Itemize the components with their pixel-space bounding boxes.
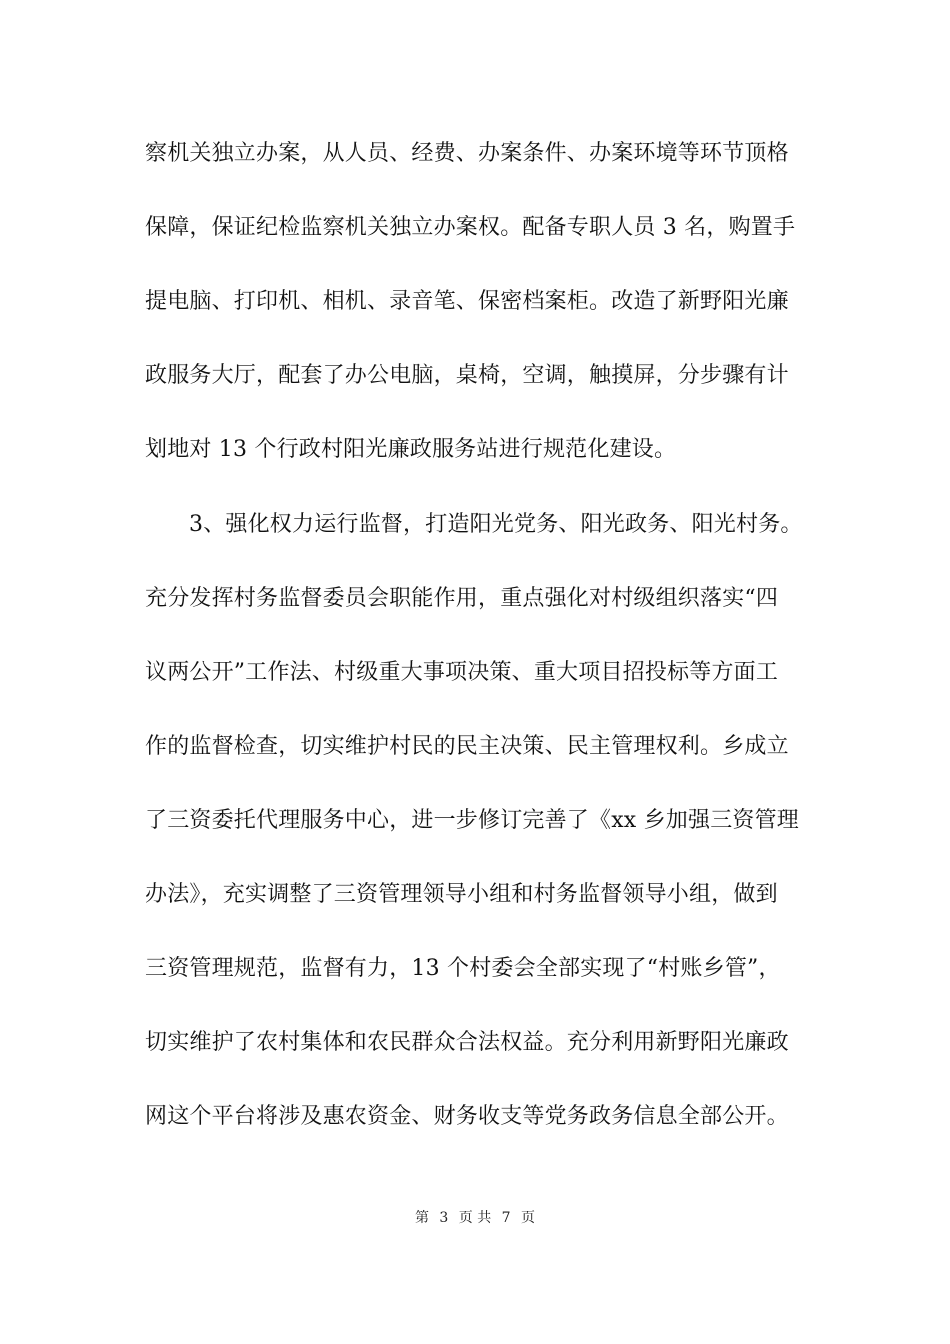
page-footer [0, 1208, 950, 1228]
footer-prefix: 第 [414, 1210, 429, 1226]
footer-current-page: 3 [439, 1210, 449, 1226]
paragraph-line: 察机关独立办案，从人员、经费、办案条件、办案环境等环节顶格 [145, 141, 789, 166]
paragraph-line: 切实维护了农村集体和农民群众合法权益。充分利用新野阳光廉政 [145, 1030, 789, 1055]
paragraph-line: 政服务大厅，配套了办公电脑，桌椅，空调，触摸屏，分步骤有计 [145, 363, 789, 388]
section-heading-line: 3、强化权力运行监督，打造阳光党务、阳光政务、阳光村务。 [189, 512, 803, 537]
paragraph-line: 了三资委托代理服务中心，进一步修订完善了《xx 乡加强三资管理 [145, 808, 800, 833]
footer-middle: 页 共 [458, 1210, 492, 1226]
paragraph-line: 办法》，充实调整了三资管理领导小组和村务监督领导小组，做到 [145, 882, 778, 907]
paragraph-line: 作的监督检查，切实维护村民的民主决策、民主管理权利。乡成立 [145, 734, 789, 759]
footer-total-pages: 7 [501, 1210, 511, 1226]
footer-suffix: 页 [521, 1210, 536, 1226]
paragraph-line: 保障，保证纪检监察机关独立办案权。配备专职人员 3 名，购置手 [145, 215, 796, 240]
paragraph-line: 提电脑、打印机、相机、录音笔、保密档案柜。改造了新野阳光廉 [145, 289, 789, 314]
paragraph-line: 三资管理规范，监督有力，13 个村委会全部实现了“村账乡管”， [145, 956, 781, 981]
paragraph-line: 网这个平台将涉及惠农资金、财务收支等党务政务信息全部公开。 [145, 1104, 789, 1129]
paragraph-line: 划地对 13 个行政村阳光廉政服务站进行规范化建设。 [145, 437, 677, 462]
paragraph-line: 充分发挥村务监督委员会职能作用，重点强化对村级组织落实“四 [145, 586, 779, 611]
paragraph-line: 议两公开”工作法、村级重大事项决策、重大项目招投标等方面工 [145, 660, 779, 685]
